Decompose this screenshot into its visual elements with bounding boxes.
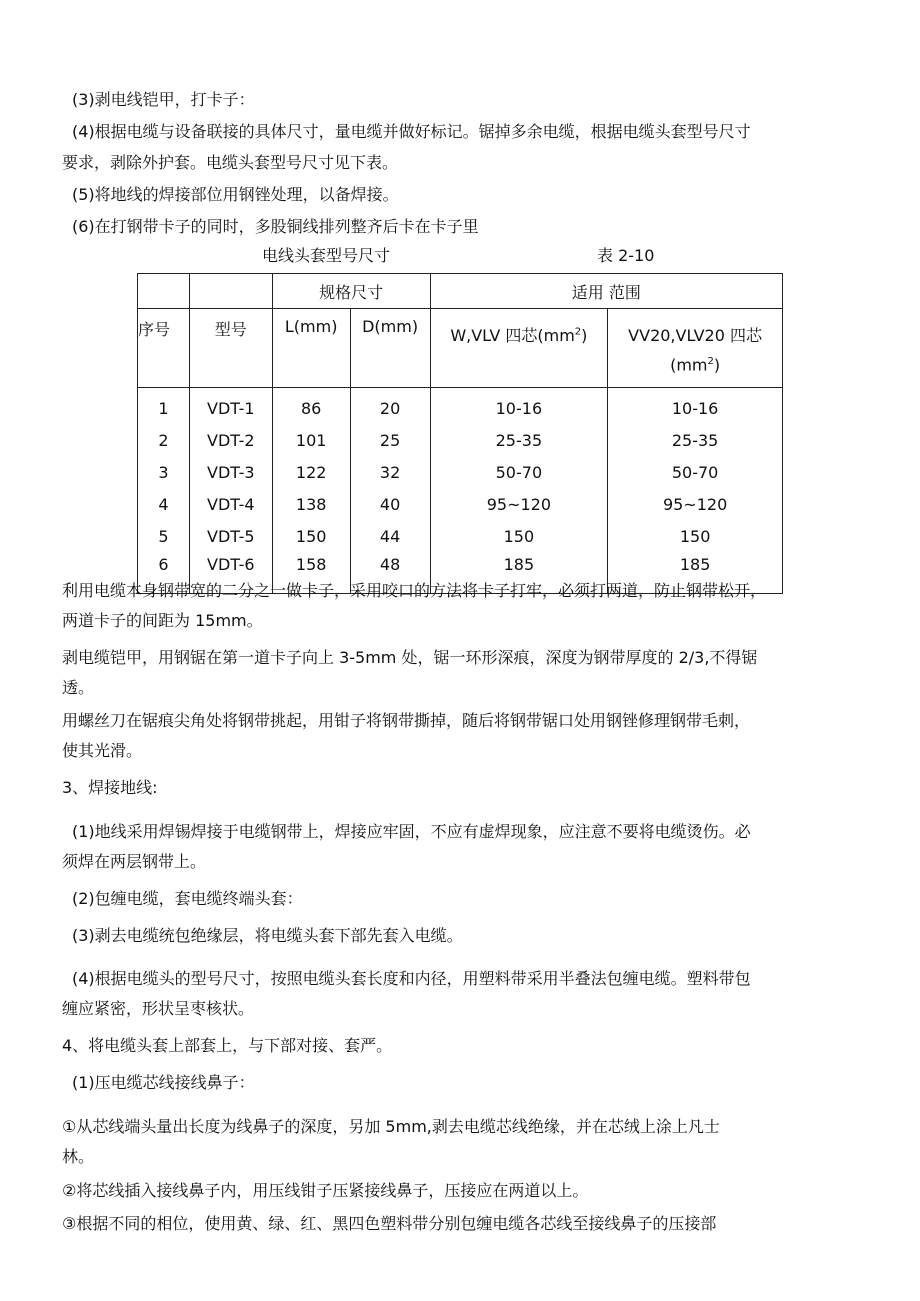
paragraph-line: 要求，剥除外护套。电缆头套型号尺寸见下表。 xyxy=(62,153,399,172)
header-range-2 xyxy=(608,309,783,388)
cell-diameter: 32 xyxy=(350,456,430,488)
table-number: 表 2-10 xyxy=(597,246,655,265)
cell-range-2: 50-70 xyxy=(608,456,783,488)
header-range-2-sup: 2 xyxy=(707,356,714,367)
header-cell-empty xyxy=(138,274,190,309)
cell-model: VDT-4 xyxy=(189,488,272,520)
section-heading: 4、将电缆头套上部套上，与下部对接、套严。 xyxy=(62,1036,393,1055)
paragraph-line: ③根据不同的相位，使用黄、绿、红、黑四色塑料带分别包缠电缆各芯线至接线鼻子的压接部 xyxy=(62,1214,717,1233)
cell-no: 3 xyxy=(138,456,190,488)
cell-range-2: 10-16 xyxy=(608,388,783,425)
paragraph-line: ①从芯线端头量出长度为线鼻子的深度，另加 5mm,剥去电缆芯线绝缘，并在芯绒上涂上凡士 xyxy=(62,1117,720,1136)
cell-range-1: 50-70 xyxy=(430,456,608,488)
cell-no: 5 xyxy=(138,520,190,552)
cell-length: 122 xyxy=(272,456,350,488)
header-range-1 xyxy=(430,309,608,388)
cell-length: 150 xyxy=(272,520,350,552)
paragraph-line: 林。 xyxy=(62,1147,95,1166)
header-range-1-sup: 2 xyxy=(574,326,582,338)
paragraph-line: 使其光滑。 xyxy=(62,741,143,760)
paragraph-line: 利用电缆本身钢带宽的二分之一做卡子，采用咬口的方法将卡子打牢，必须打两道，防止钢带松开， xyxy=(62,581,767,600)
paragraph-line: 用螺丝刀在锯痕尖角处将钢带挑起，用钳子将钢带撕掉，随后将钢带锯口处用钢锉修理钢带毛刺， xyxy=(62,711,751,730)
section-heading: 3、焊接地线: xyxy=(62,778,158,797)
table-row xyxy=(138,520,783,552)
cell-no: 6 xyxy=(138,552,190,594)
paragraph-line: 缠应紧密，形状呈枣核状。 xyxy=(62,999,255,1018)
cell-range-1: 185 xyxy=(430,552,608,594)
cell-diameter: 40 xyxy=(350,488,430,520)
paragraph-line: ②将芯线插入接线鼻子内，用压线钳子压紧接线鼻子，压接应在两道以上。 xyxy=(62,1181,589,1200)
header-cell-empty xyxy=(189,274,272,309)
table-header-row xyxy=(138,274,783,309)
header-range-2-close: ) xyxy=(713,355,721,375)
header-range-1-close: ) xyxy=(581,326,588,345)
cell-diameter: 20 xyxy=(350,388,430,425)
table-row xyxy=(138,488,783,520)
header-range-2-text: VV20,VLV20 四芯 xyxy=(628,326,763,345)
paragraph-line: (2)包缠电缆，套电缆终端头套： xyxy=(72,889,303,908)
paragraph-line: (4)根据电缆头的型号尺寸，按照电缆头套长度和内径，用塑料带采用半叠法包缠电缆。塑料带包 xyxy=(72,969,751,988)
paragraph-line: (1)压电缆芯线接线鼻子： xyxy=(72,1073,255,1092)
cell-model: VDT-6 xyxy=(189,552,272,594)
paragraph-line: 透。 xyxy=(62,678,95,697)
paragraph-line: (3)剥电线铠甲，打卡子： xyxy=(72,90,255,109)
cell-range-2: 150 xyxy=(608,520,783,552)
header-diameter: D(mm) xyxy=(350,309,430,388)
cell-model: VDT-3 xyxy=(189,456,272,488)
cell-range-2: 185 xyxy=(608,552,783,594)
cell-length: 101 xyxy=(272,424,350,456)
cell-range-1: 150 xyxy=(430,520,608,552)
cell-length: 86 xyxy=(272,388,350,425)
paragraph-line: (5)将地线的焊接部位用钢锉处理，以备焊接。 xyxy=(72,185,399,204)
paragraph-line: 剥电缆铠甲，用钢锯在第一道卡子向上 3-5mm 处，锯一环形深痕，深度为钢带厚度的 2/3,不得锯 xyxy=(62,648,758,667)
table-row xyxy=(138,424,783,456)
table-row xyxy=(138,456,783,488)
cell-no: 4 xyxy=(138,488,190,520)
header-range-1-text: W,VLV 四芯(mm xyxy=(450,326,575,345)
paragraph-line: (1)地线采用焊锡焊接于电缆钢带上，焊接应牢固，不应有虚焊现象，应注意不要将电缆烫伤。必 xyxy=(72,822,751,841)
table-subheader-row xyxy=(138,309,783,388)
header-model: 型号 xyxy=(189,309,272,388)
cell-length: 158 xyxy=(272,552,350,594)
paragraph-line: (3)剥去电缆统包绝缘层，将电缆头套下部先套入电缆。 xyxy=(72,926,463,945)
table-row xyxy=(138,388,783,425)
table-title: 电线头套型号尺寸 xyxy=(262,246,391,265)
cell-model: VDT-1 xyxy=(189,388,272,425)
cell-diameter: 25 xyxy=(350,424,430,456)
cell-diameter: 48 xyxy=(350,552,430,594)
cell-model: VDT-2 xyxy=(189,424,272,456)
cell-range-1: 95~120 xyxy=(430,488,608,520)
cell-range-1: 10-16 xyxy=(430,388,608,425)
header-length: L(mm) xyxy=(272,309,350,388)
paragraph-line: (4)根据电缆与设备联接的具体尺寸，量电缆并做好标记。锯掉多余电缆，根据电缆头套型号尺寸 xyxy=(72,122,751,141)
cell-range-1: 25-35 xyxy=(430,424,608,456)
spec-table xyxy=(137,273,783,594)
paragraph-line: (6)在打钢带卡子的同时，多股铜线排列整齐后卡在卡子里 xyxy=(72,217,479,236)
paragraph-line: 须焊在两层钢带上。 xyxy=(62,852,207,871)
header-range: 适用 范围 xyxy=(430,274,782,309)
cell-no: 2 xyxy=(138,424,190,456)
header-spec: 规格尺寸 xyxy=(272,274,430,309)
cell-range-2: 95~120 xyxy=(608,488,783,520)
header-range-2-unit: (mm xyxy=(670,355,708,375)
cell-length: 138 xyxy=(272,488,350,520)
paragraph-line: 两道卡子的间距为 15mm。 xyxy=(62,611,263,630)
cell-no: 1 xyxy=(138,388,190,425)
cell-diameter: 44 xyxy=(350,520,430,552)
cell-model: VDT-5 xyxy=(189,520,272,552)
cell-range-2: 25-35 xyxy=(608,424,783,456)
header-no: 序号 xyxy=(138,309,190,388)
